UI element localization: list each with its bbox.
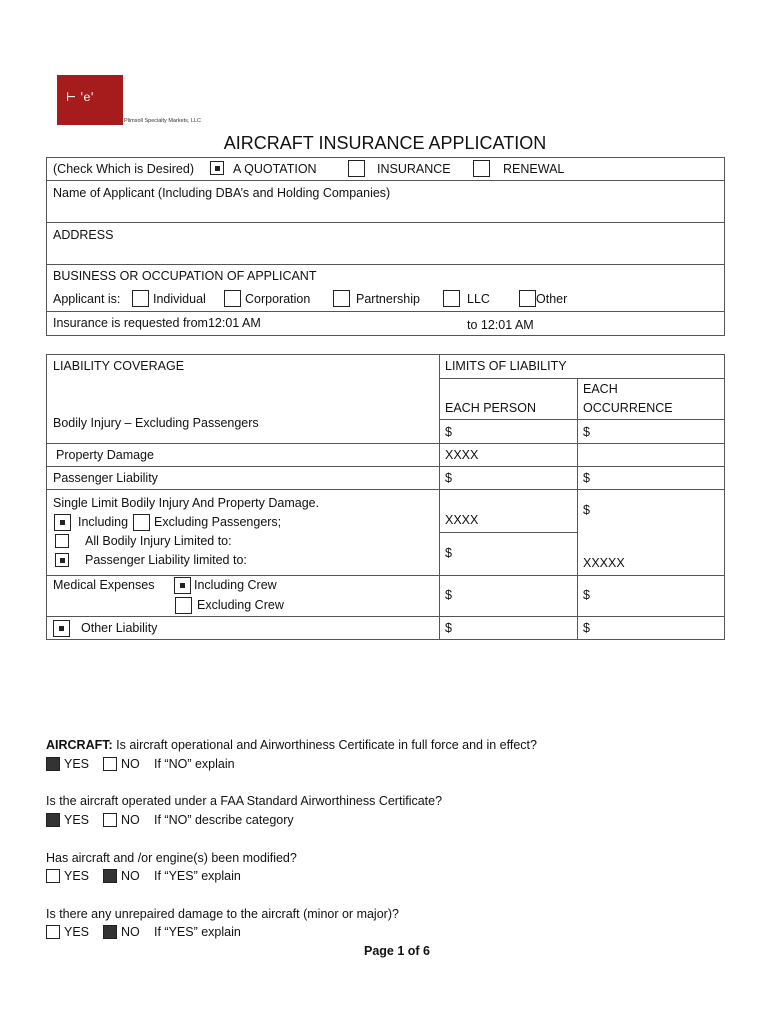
- medical-expenses-label: Medical Expenses: [53, 578, 155, 592]
- medical-person[interactable]: $: [445, 588, 452, 602]
- q1-no-label: NO: [121, 757, 140, 771]
- q2-yes-checkbox[interactable]: [46, 813, 60, 827]
- bodily-injury-occurrence[interactable]: $: [583, 425, 590, 439]
- q1-explain-label: If “NO” explain: [154, 757, 235, 771]
- single-limit-occurrence[interactable]: $: [583, 503, 590, 517]
- bodily-injury-person[interactable]: $: [445, 425, 452, 439]
- q3-no-checkbox[interactable]: [103, 869, 117, 883]
- q1-no-checkbox[interactable]: [103, 757, 117, 771]
- partnership-label: Partnership: [356, 292, 420, 306]
- q4-explain-label: If “YES” explain: [154, 925, 241, 939]
- q1-question: [46, 738, 537, 752]
- other-liability-label: Other Liability: [81, 621, 158, 635]
- excluding-crew-label: Excluding Crew: [197, 598, 284, 612]
- renewal-checkbox[interactable]: [473, 160, 490, 177]
- q2-no-label: NO: [121, 813, 140, 827]
- applicant-is-label: Applicant is:: [53, 292, 121, 306]
- each-person-header: EACH PERSON: [445, 401, 536, 415]
- excluding-crew-checkbox[interactable]: [175, 597, 192, 614]
- each-occurrence-line2: OCCURRENCE: [583, 401, 673, 415]
- aircraft-label: AIRCRAFT:: [46, 738, 113, 752]
- including-crew-checkbox[interactable]: [174, 577, 191, 594]
- applicant-name-label: Name of Applicant (Including DBA’s and Holding Companies): [53, 186, 391, 200]
- insurance-label: INSURANCE: [377, 162, 451, 176]
- other-type-checkbox[interactable]: [519, 290, 536, 307]
- q1-yes-label: YES: [64, 757, 90, 771]
- limits-heading: LIMITS OF LIABILITY: [445, 359, 567, 373]
- excluding-passengers-checkbox[interactable]: [133, 514, 150, 531]
- passenger-limited-occurrence: XXXXX: [583, 556, 625, 570]
- company-name: Plimsoll Specialty Markets, LLC: [124, 118, 202, 124]
- q2-question: Is the aircraft operated under a FAA Standard Airworthiness Certificate?: [46, 794, 443, 808]
- page-title: AIRCRAFT INSURANCE APPLICATION: [223, 133, 547, 153]
- q3-yes-checkbox[interactable]: [46, 869, 60, 883]
- property-damage-person: XXXX: [445, 448, 479, 462]
- partnership-checkbox[interactable]: [333, 290, 350, 307]
- including-dot-icon: [56, 516, 70, 530]
- passenger-liability-person[interactable]: $: [445, 471, 452, 485]
- corporation-label: Corporation: [245, 292, 311, 306]
- passenger-liability-occurrence[interactable]: $: [583, 471, 590, 485]
- q4-yes-checkbox[interactable]: [46, 925, 60, 939]
- each-occurrence-line1: EACH: [583, 382, 618, 396]
- q4-question: Is there any unrepaired damage to the aircraft (minor or major)?: [46, 907, 399, 921]
- q3-question: Has aircraft and /or engine(s) been modified?: [46, 851, 297, 865]
- liability-heading: LIABILITY COVERAGE: [53, 359, 185, 373]
- q1-text: Is aircraft operational and Airworthiness Certificate in full force and in effect?: [112, 738, 537, 752]
- logo-mark-icon: ⊢ 'e': [66, 90, 94, 104]
- q2-yes-label: YES: [64, 813, 90, 827]
- all-bodily-label: All Bodily Injury Limited to:: [85, 534, 232, 548]
- q2-describe-label: If “NO” describe category: [154, 813, 294, 827]
- corporation-checkbox[interactable]: [224, 290, 241, 307]
- passenger-limited-person[interactable]: $: [445, 546, 452, 560]
- passenger-limited-checkbox[interactable]: [55, 553, 69, 567]
- property-damage-label: Property Damage: [56, 448, 154, 462]
- page-number: Page 1 of 6: [364, 944, 430, 958]
- q1-yes-checkbox[interactable]: [46, 757, 60, 771]
- q4-no-label: NO: [121, 925, 140, 939]
- q2-no-checkbox[interactable]: [103, 813, 117, 827]
- passenger-limited-label: Passenger Liability limited to:: [85, 553, 247, 567]
- all-bodily-checkbox[interactable]: [55, 534, 69, 548]
- q3-yes-label: YES: [64, 869, 90, 883]
- q4-no-checkbox[interactable]: [103, 925, 117, 939]
- medical-occurrence[interactable]: $: [583, 588, 590, 602]
- passenger-liability-label: Passenger Liability: [53, 471, 158, 485]
- single-limit-label: Single Limit Bodily Injury And Property Damage.: [53, 496, 320, 510]
- insurance-checkbox[interactable]: [348, 160, 365, 177]
- q4-yes-label: YES: [64, 925, 90, 939]
- period-from-label: Insurance is requested from12:01 AM: [53, 316, 261, 330]
- other-liability-occurrence[interactable]: $: [583, 621, 590, 635]
- including-crew-label: Including Crew: [194, 578, 277, 592]
- renewal-label: RENEWAL: [503, 162, 565, 176]
- business-label: BUSINESS OR OCCUPATION OF APPLICANT: [53, 269, 317, 283]
- llc-label: LLC: [467, 292, 490, 306]
- q3-no-label: NO: [121, 869, 140, 883]
- other-type-label: Other: [536, 292, 568, 306]
- quotation-checkbox[interactable]: [210, 161, 224, 175]
- other-liability-person[interactable]: $: [445, 621, 452, 635]
- quotation-label: A QUOTATION: [233, 162, 317, 176]
- other-liability-checkbox[interactable]: [53, 620, 70, 637]
- llc-checkbox[interactable]: [443, 290, 460, 307]
- individual-label: Individual: [153, 292, 206, 306]
- including-label: Including: [78, 515, 129, 529]
- single-limit-person: XXXX: [445, 513, 479, 527]
- check-desired-label: (Check Which is Desired): [53, 162, 195, 176]
- excluding-passengers-label: Excluding Passengers;: [154, 515, 282, 529]
- q3-explain-label: If “YES” explain: [154, 869, 241, 883]
- bodily-injury-label: Bodily Injury – Excluding Passengers: [53, 416, 259, 430]
- address-label: ADDRESS: [53, 228, 114, 242]
- period-to-label: to 12:01 AM: [467, 318, 534, 332]
- individual-checkbox[interactable]: [132, 290, 149, 307]
